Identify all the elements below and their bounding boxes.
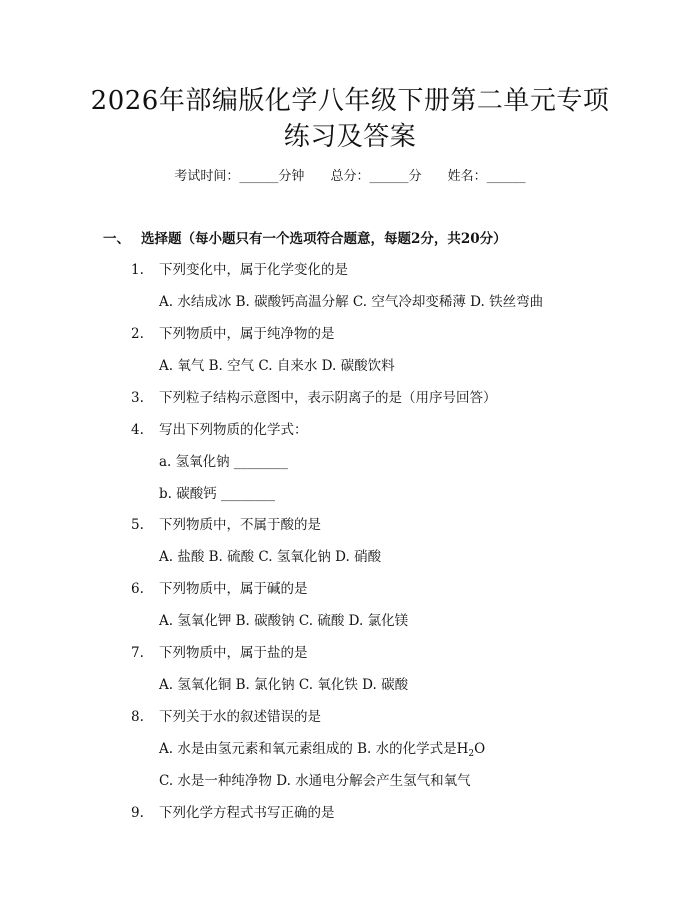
- question-text: 下列物质中，属于纯净物的是: [159, 326, 335, 342]
- question-text: 下列物质中，属于碱的是: [159, 581, 308, 597]
- section-heading: [103, 228, 507, 250]
- question-number: 8.: [131, 709, 144, 725]
- question-7: [131, 642, 308, 664]
- question-5: [131, 514, 321, 536]
- exam-info: [0, 167, 700, 187]
- question-2: [131, 323, 335, 345]
- question-text: 写出下列物质的化学式：: [159, 422, 308, 438]
- question-text: 下列物质中，不属于酸的是: [159, 517, 321, 533]
- question-text: 下列化学方程式书写正确的是: [159, 805, 335, 821]
- question-number: 7.: [131, 645, 144, 661]
- formula-tail: O: [474, 741, 486, 757]
- question-3: [131, 387, 497, 409]
- total-score: 总分：______分: [330, 169, 422, 184]
- question-5-options: A. 盐酸 B. 硫酸 C. 氢氧化钠 D. 硝酸: [159, 549, 382, 565]
- section-title: 选择题（每小题只有一个选项符合题意，每题2分，共20分）: [141, 231, 507, 247]
- question-number: 5.: [131, 517, 144, 533]
- exam-time: 考试时间：______分钟: [174, 169, 305, 184]
- question-text: 下列物质中，属于盐的是: [159, 645, 308, 661]
- document-title-line-1: 2026年部编版化学八年级下册第二单元专项: [90, 86, 610, 116]
- question-4-item-b: b. 碳酸钙 ________: [159, 486, 276, 502]
- section-number: 一、: [103, 231, 130, 247]
- question-number: 1.: [131, 262, 144, 278]
- question-1: [131, 259, 348, 281]
- question-number: 9.: [131, 805, 144, 821]
- question-7-options: A. 氢氧化铜 B. 氯化钠 C. 氧化铁 D. 碳酸: [159, 677, 409, 693]
- question-8-options-line-1: [159, 738, 485, 765]
- question-2-options: A. 氧气 B. 空气 C. 自来水 D. 碳酸饮料: [159, 358, 395, 374]
- question-4: [131, 419, 308, 441]
- question-text: 下列关于水的叙述错误的是: [159, 709, 321, 725]
- question-number: 3.: [131, 390, 144, 406]
- student-name: 姓名：______: [447, 169, 526, 184]
- question-6: [131, 578, 308, 600]
- question-number: 2.: [131, 326, 144, 342]
- question-8: [131, 706, 321, 728]
- question-number: 6.: [131, 581, 144, 597]
- subscript: 2: [468, 749, 475, 759]
- option-text: A. 水是由氢元素和氧元素组成的 B. 水的化学式是H: [159, 741, 469, 757]
- question-6-options: A. 氢氧化钾 B. 碳酸钠 C. 硫酸 D. 氯化镁: [159, 613, 409, 629]
- question-1-options: A. 水结成冰 B. 碳酸钙高温分解 C. 空气冷却变稀薄 D. 铁丝弯曲: [159, 294, 544, 310]
- question-8-options-line-2: C. 水是一种纯净物 D. 水通电分解会产生氢气和氧气: [159, 773, 471, 789]
- question-text: 下列粒子结构示意图中，表示阴离子的是（用序号回答）: [159, 390, 497, 406]
- question-number: 4.: [131, 422, 144, 438]
- question-9: [131, 802, 335, 824]
- document-title-line-2: 练习及答案: [283, 122, 417, 152]
- question-4-item-a: a. 氢氧化钠 ________: [159, 454, 288, 470]
- question-text: 下列变化中，属于化学变化的是: [159, 262, 348, 278]
